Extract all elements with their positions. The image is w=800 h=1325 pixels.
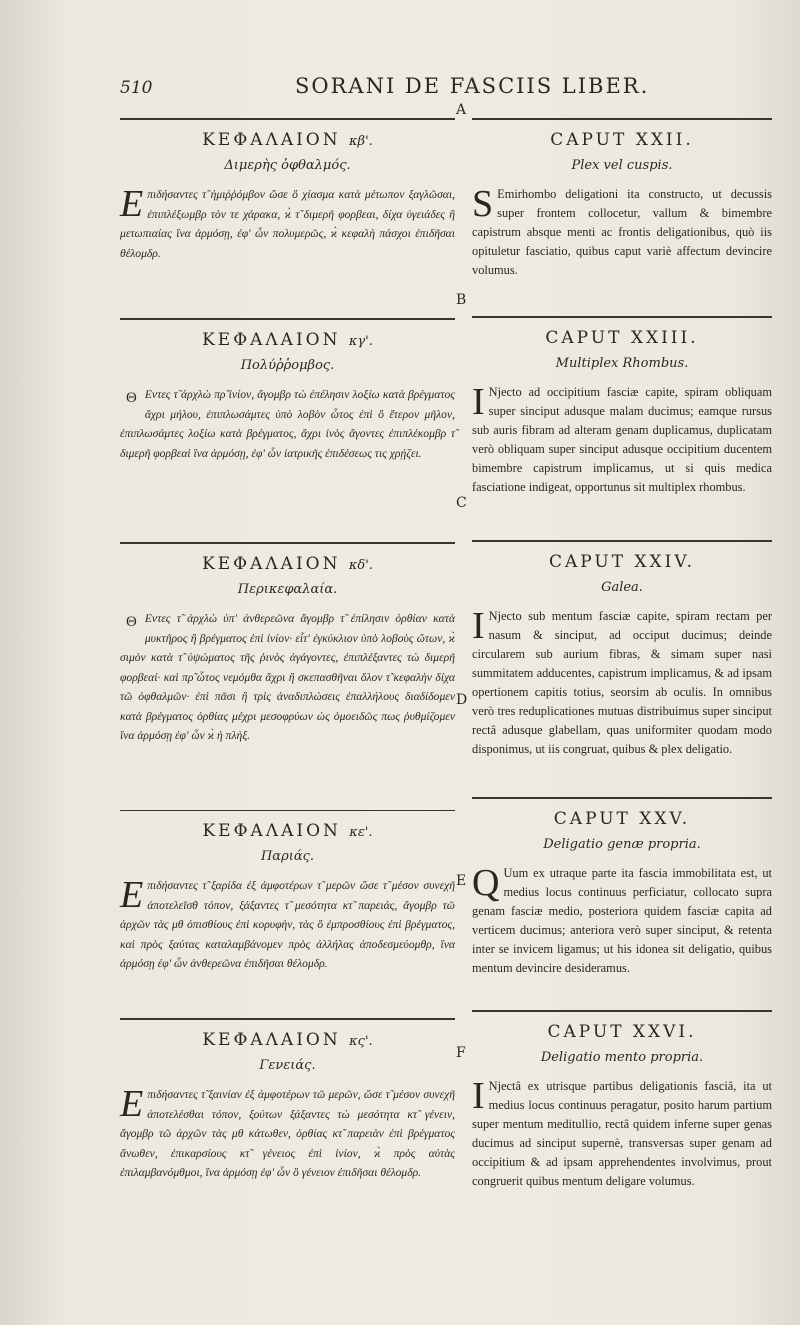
section-rule bbox=[472, 316, 772, 318]
latin-chapter bbox=[472, 1010, 772, 1191]
margin-letter-c: C bbox=[456, 495, 467, 511]
margin-letter-b: B bbox=[456, 292, 467, 308]
greek-chapter bbox=[120, 318, 455, 463]
caput-text: Q Uum ex utraque parte ita fascia immobilitata est, ut medius locus continuus perficiatur, collocato supra genam fasciæ medio, posteriora quidem fasciæ capita ad verticem ducimus; anteriora verò super sinciput, & retenta inter se invicem ligamus; ut his idonea sit deligatio, quibus mentum devincire desideramus. bbox=[472, 862, 772, 975]
chapter-subtitle: Διμερὴς ὀφθαλμός. bbox=[224, 158, 351, 173]
chapter-heading: ΚΕΦΑΛΑΙΟΝ κε'. bbox=[202, 821, 373, 841]
chapter-text: Επιδήσαντες τ̃ ξαρίδα ἐξ ἀμφοτέρων τ̃ μερῶν ὥσε τ̃ μέσον συνεχῆ ἀποτελεῖσθ τόπον, ξάξαντες τ̃ μεσότητα κτ̃ παρειάς, ἄγομβρ τῶ ἀρχῶν τὰς μθ ὀπισθίους ἐπὶ κορυφὴν, τὰς ὃ ἐμπροσθίους ἐπὶ βρέγματος, καὶ πρὸς ξαύτας καταλαμβάνομεν πρὸς ἀλλήλας ἀποδεσμεύομθρ, ἵνα ἁρμόσῃ ἐφ' ὧν ἀνθερεῶνα ἐπιδῆσαι θέλομδρ. bbox=[120, 874, 455, 970]
caput-subtitle: Galea. bbox=[601, 580, 643, 595]
section-rule bbox=[120, 118, 455, 120]
caput-text: I Njecto sub mentum fasciæ capite, spiram rectam per nasum & sinciput, ad occiput ducimus; deinde circularem sub aurium fibras, & simam super nasi summitatem adducentes, capistrum implicamus, & ad ipsam opertionem capitis totius, seorsim ab oculis. In omnibus verò tres reduplicationes mutuas distribuimus super sinciput rectâ adusque glabellam, quas uniformiter quodam modo disponimus, ut iis congruat, quibus & plex deligatio. bbox=[472, 605, 772, 756]
chapter-heading: ΚΕΦΑΛΑΙΟΝ κδ'. bbox=[202, 554, 373, 574]
greek-chapter bbox=[120, 118, 455, 263]
greek-chapter bbox=[120, 810, 455, 974]
margin-letter-d: D bbox=[456, 692, 468, 708]
section-rule bbox=[472, 540, 772, 542]
chapter-text: Επιδήσαντες τ̃ ξαινίαν ἐξ ἀμφοτέρων τῶ μερῶν, ὥσε τ̃ μέσον συνεχῆ ἀποτελέσθαι τόπον, ξούτων ξάξαντες τὼ μεσότητα κτ̃ γένειν, ἄγομβρ τῶ ἀρχῶν τὰς μθ κάτωθεν, ὀρθίας κτ̃ παρειὰν ἐπὶ βρέγματος ἄνωθεν, ἐπικαρσίους κτ̃ γένειος ἐπὶ ἰνίον, ϰ̀ πρὸς αὐτὰς ἐπιλαμβανόμθμοι, ἵνα ἁρμόσῃ ἐφ' ὧν ὃ γένειον ἐπιδῆσαι θέλομδρ. bbox=[120, 1083, 455, 1179]
caput-heading: CAPUT XXII. bbox=[550, 130, 694, 150]
page-number: 510 bbox=[120, 78, 153, 98]
greek-chapter bbox=[120, 1018, 455, 1183]
chapter-subtitle: Παριάς. bbox=[260, 849, 315, 864]
margin-letter-f: F bbox=[456, 1045, 466, 1061]
caput-heading: CAPUT XXIV. bbox=[548, 552, 696, 572]
margin-letter-e: E bbox=[456, 873, 467, 889]
caput-heading: CAPUT XXV. bbox=[553, 809, 691, 829]
caput-text: I Njectâ ex utrisque partibus deligationis fasciâ, ita ut medius locus continuus peragatur, posito harum partium super mentum meditullio, rectâ quidem inferne super genas ducimus ad sinciput supernè, transversas super genam ad occipitium & ad ipsam apprehendentes involvimus, prout congruerit quibus mentum deligare volumus. bbox=[472, 1075, 772, 1188]
latin-chapter bbox=[472, 540, 772, 759]
caput-text: S Emirhombo deligationi ita constructo, ut decussis super frontem collocetur, vallum & bimembre capistrum absque menti ac frontis deligationibus, quò iis opituletur fasciatio, quibus caput variè affectum devincire volumus. bbox=[472, 183, 772, 277]
caput-text: I Njecto ad occipitium fasciæ capite, spiram obliquam super sinciput adusque malam ducimus; eamque rursus sub auris fibram ad alteram genam duplicamus, duplicatam verò obliquam super sinciput adusque occipitium ducentem bimembre capistrum implicamus, ut si quis medica fasciatione indigeat, opportunus sit multiplex rhombus. bbox=[472, 381, 772, 494]
caput-subtitle: Multiplex Rhombus. bbox=[555, 356, 689, 371]
section-rule bbox=[120, 318, 455, 320]
chapter-heading: ΚΕΦΑΛΑΙΟΝ κβ'. bbox=[202, 130, 373, 150]
chapter-text: Επιδήσαντες τ̃ ἡμιῤῥόμβον ὥσε ὃ χίασμα κατὰ μέτωπον ξαγλῶσαι, ἐπιπλέξωμβρ τὸν τε χάρακα, ϰ̀ τ̃ διμερῆ φορβεαι, δίχα ὑγειάδες ἢ μετωπιαίας ἵνα ἁρμόσῃ, ἐφ' ὧν πολυμερῶς, ϰ̀ κεφαλὴ πάσχοι ἐπιδῆσαι θέλομδρ. bbox=[120, 183, 455, 260]
section-rule bbox=[472, 797, 772, 799]
chapter-text: Θ Εντες τ̃ ἀρχλὼ πρ̃ ἰνίον, ἄγομβρ τὼ ἐπέλησιν λοξίω κατὰ βρέγματος ἄχρι μήλου, ἐπιπλωσάμτες ὑπὸ λοβὸν ὦτος ἐπὶ ὃ ἕτερον μῆλον, ἐπιπλωσάμτες λοξίω κατὰ βρέγματος, ἄχρι ἰνὸς ἄγοντες ἐπιπλέκομβρ τ̃ διμερῆ φορβεαὶ ἵνα ἁρμόσῃ, ἐφ' ὧν ἰατρικῆς ἐπιδέσεως τις χρῄζει. bbox=[120, 388, 455, 460]
chapter-text: Θ Εντες τ̃ ἀρχλὼ ὑπ' ἀνθερεῶνα ἄγομβρ τ̃ ἐπίλησιν ὀρθίαν κατὰ μυκτῆρος ἢ βρέγματος ἐπὶ ἰνίον· εἶτ' ἐγκύκλιον ὑπὸ λοβοὺς ὤτων, ϰ̀ σιμὸν κατὰ τ̃ ὑψώματος τῆς ῥινὸς ἀγάγοντες, ἐπιπλέξαντες τὼ διμερῆ φορβεαί· καὶ πρ̃ ὦτος νεμόμθα ἄχρι ἢ σκεπασθῆναι ὅλον τ̃ κεφαλὴν δίχα τῶ ὀφθαλμῶν· ἐπὶ πᾶσι ἢ τρὶς ἀναδιπλώσεις ἐπαλλήλους διαδίδομεν κατὰ βρέγματος ὀρθίας μέχρι μεσοφρύων ὡς ὁμοειδῶς πως ῥυθμίζομεν ἵνα ἁρμόσῃ ἐφ' ὧν ϰ̀ ἡ πλὴξ. bbox=[120, 612, 455, 742]
running-head: SORANI DE FASCIIS LIBER. bbox=[295, 74, 650, 98]
chapter-subtitle: Γενειάς. bbox=[259, 1058, 316, 1073]
caput-subtitle: Plex vel cuspis. bbox=[571, 158, 673, 173]
caput-heading: CAPUT XXIII. bbox=[545, 328, 699, 348]
chapter-subtitle: Περικεφαλαία. bbox=[237, 582, 338, 597]
section-rule bbox=[120, 542, 455, 544]
section-rule bbox=[472, 118, 772, 120]
latin-chapter bbox=[472, 797, 772, 978]
chapter-heading: ΚΕΦΑΛΑΙΟΝ κς'. bbox=[202, 1030, 373, 1050]
chapter-heading: ΚΕΦΑΛΑΙΟΝ κγ'. bbox=[202, 330, 373, 350]
section-rule bbox=[120, 1018, 455, 1020]
section-rule bbox=[472, 1010, 772, 1012]
margin-letter-a: A bbox=[456, 102, 467, 118]
latin-chapter bbox=[472, 316, 772, 497]
chapter-subtitle: Πολύῤῥομβος. bbox=[240, 358, 335, 373]
latin-chapter bbox=[472, 118, 772, 280]
section-rule bbox=[120, 810, 455, 811]
caput-heading: CAPUT XXVI. bbox=[547, 1022, 697, 1042]
caput-subtitle: Deligatio mento propria. bbox=[540, 1050, 704, 1065]
caput-subtitle: Deligatio genæ propria. bbox=[543, 837, 701, 852]
greek-chapter bbox=[120, 542, 455, 746]
